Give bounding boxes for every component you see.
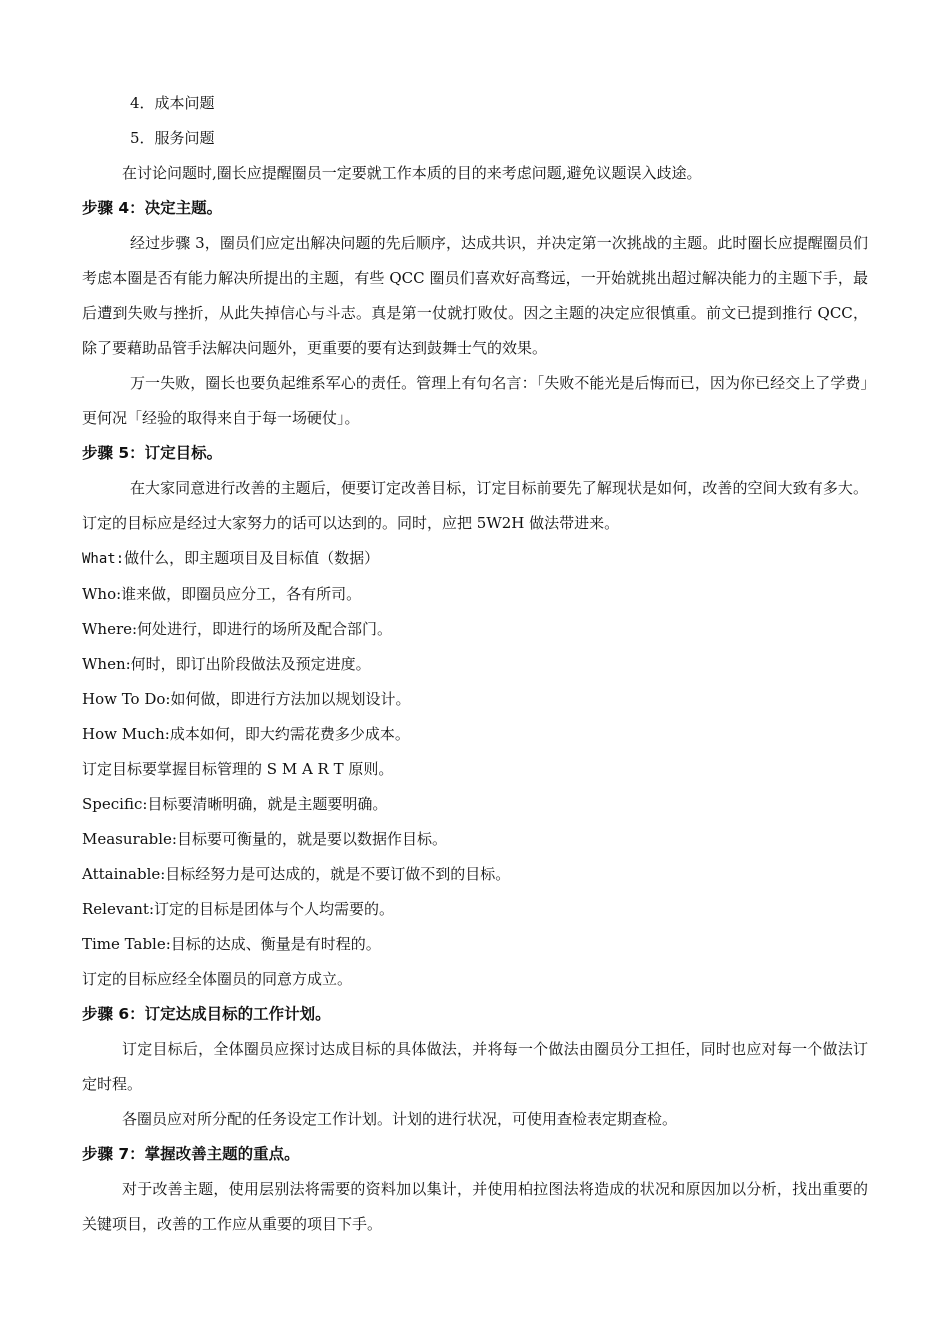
smart-intro: 订定目标要掌握目标管理的 S M A R T 原则。 — [82, 760, 394, 778]
step5-paragraph-1: 在大家同意进行改善的主题后，便要订定改善目标，订定目标前要先了解现状是如何，改善的空间大致有多大。订定的目标应是经过大家努力的话可以达到的。同时，应把 5W2H 做法带进来。 — [82, 479, 868, 532]
5w2h-what — [82, 541, 868, 577]
5w2h-who: Who:谁来做，即圈员应分工，各有所司。 — [82, 585, 362, 603]
list-item-cost: 4．成本问题 — [130, 94, 215, 112]
step4-paragraph-2: 万一失败，圈长也要负起维系军心的责任。管理上有句名言：「失败不能光是后悔而已，因为你已经交上了学费」更何况「经验的取得来自于每一场硬仗」。 — [82, 374, 868, 427]
smart-relevant: Relevant:订定的目标是团体与个人均需要的。 — [82, 900, 395, 918]
smart-time-table: Time Table:目标的达成、衡量是有时程的。 — [82, 935, 381, 953]
step6-paragraph-2: 各圈员应对所分配的任务设定工作计划。计划的进行状况，可使用查检表定期查检。 — [122, 1110, 678, 1128]
step7-paragraph-1: 对于改善主题，使用层别法将需要的资料加以集计，并使用柏拉图法将造成的状况和原因加以分析，找出重要的关键项目，改善的工作应从重要的项目下手。 — [82, 1180, 868, 1233]
step5-heading: 步骤 5：订定目标。 — [82, 444, 223, 462]
step4-heading: 步骤 4：决定主题。 — [82, 199, 223, 217]
smart-measurable: Measurable:目标要可衡量的，就是要以数据作目标。 — [82, 830, 447, 848]
list-item-service: 5．服务问题 — [130, 129, 215, 147]
5w2h-how-much: How Much:成本如何，即大约需花费多少成本。 — [82, 725, 410, 743]
smart-specific: Specific:目标要清晰明确，就是主题要明确。 — [82, 795, 388, 813]
document-body — [82, 86, 868, 1242]
5w2h-where: Where:何处进行，即进行的场所及配合部门。 — [82, 620, 393, 638]
5w2h-how-to-do: How To Do:如何做，即进行方法加以规划设计。 — [82, 690, 411, 708]
step4-paragraph-1: 经过步骤 3，圈员们应定出解决问题的先后顺序，达成共识，并决定第一次挑战的主题。此时圈长应提醒圈员们考虑本圈是否有能力解决所提出的主题，有些 QCC 圈员们喜欢好高骛远，一开始就挑出超过解决能力的主题下手，最后遭到失败与挫折，从此失掉信心与斗志。真是第一仗就打败仗。因之主题的决定应很慎重。前文已提到推行 QCC，除了要藉助品管手法解决问题外，更重要的要有达到鼓舞士气的效果。 — [82, 234, 868, 357]
step7-heading: 步骤 7：掌握改善主题的重点。 — [82, 1145, 300, 1163]
what-text: 做什么，即主题项目及目标值（数据） — [124, 549, 380, 567]
discussion-note: 在讨论问题时,圈长应提醒圈员一定要就工作本质的目的来考虑问题,避免议题误入歧途。 — [122, 164, 702, 182]
step6-paragraph-1: 订定目标后，全体圈员应探讨达成目标的具体做法，并将每一个做法由圈员分工担任，同时也应对每一个做法订定时程。 — [82, 1040, 868, 1093]
smart-attainable: Attainable:目标经努力是可达成的，就是不要订做不到的目标。 — [82, 865, 511, 883]
5w2h-when: When:何时，即订出阶段做法及预定进度。 — [82, 655, 371, 673]
what-label: What: — [82, 551, 125, 567]
goal-agreement: 订定的目标应经全体圈员的同意方成立。 — [82, 970, 353, 988]
step6-heading: 步骤 6：订定达成目标的工作计划。 — [82, 1005, 331, 1023]
